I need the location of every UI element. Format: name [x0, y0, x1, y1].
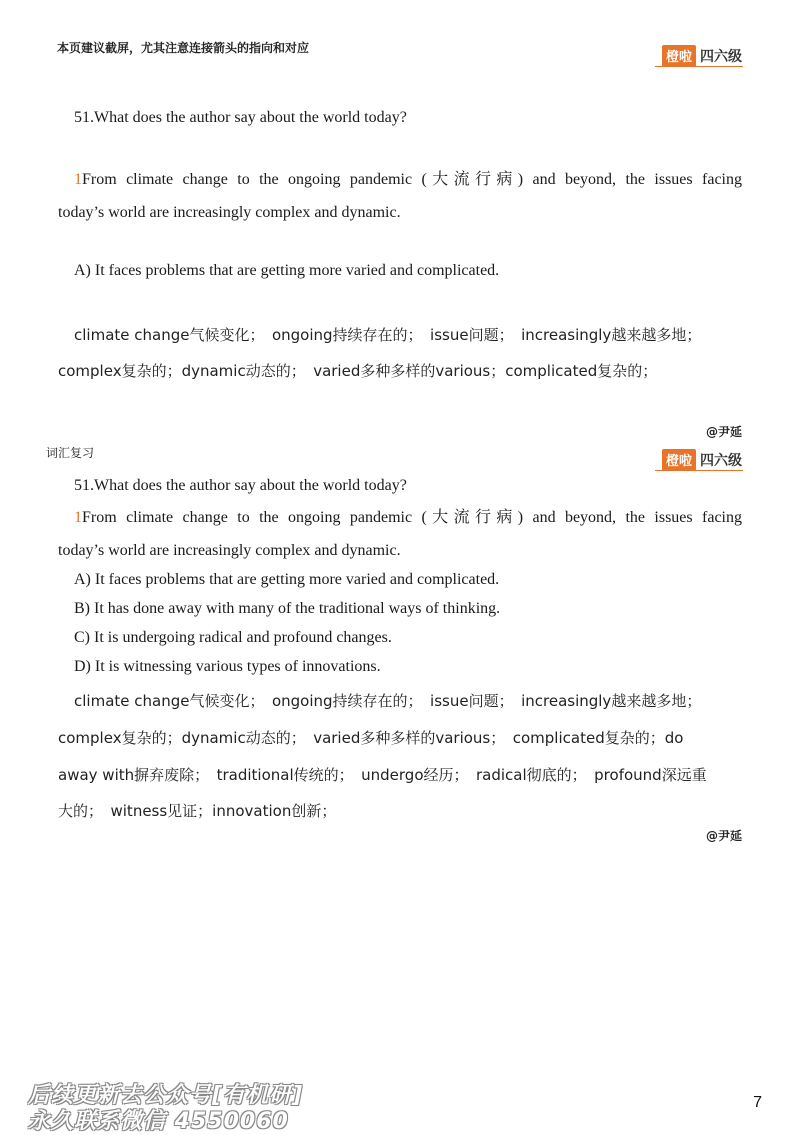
brand-badge: 橙啦: [662, 449, 696, 471]
vocab-line-1: climate change气候变化； ongoing持续存在的； issue问题； increasingly越来越多地；: [74, 326, 702, 344]
option-c: C) It is undergoing radical and profound changes.: [74, 629, 392, 646]
header-note: 本页建议截屏，尤其注意连接箭头的指向和对应: [57, 41, 310, 55]
brand-underline: [655, 66, 743, 67]
passage-line-1: From climate change to the ongoing pandemic (大流行病) and beyond, the issues facing: [82, 171, 742, 188]
option-d: D) It is witnessing various types of innovations.: [74, 658, 381, 675]
author-signature: @尹延: [705, 829, 742, 843]
brand-text: 四六级: [700, 49, 742, 65]
vocab-line-1: climate change气候变化； ongoing持续存在的； issue问题； increasingly越来越多地；: [74, 692, 702, 710]
passage-line-1: From climate change to the ongoing pandemic (大流行病) and beyond, the issues facing: [82, 509, 742, 526]
vocab-line-3: away with摒弃废除； traditional传统的； undergo经历； radical彻底的； profound深远重: [58, 766, 707, 784]
watermark-line-1: 后续更新去公众号[有机研]: [28, 1083, 304, 1108]
vocab-line-4: 大的； witness见证；innovation创新；: [58, 802, 337, 820]
brand-badge: 橙啦: [662, 45, 696, 67]
question-title: 51.What does the author say about the world today?: [74, 109, 407, 126]
brand-underline: [655, 470, 743, 471]
vocab-line-2: complex复杂的；dynamic动态的； varied多种多样的various； complicated复杂的；do: [58, 729, 684, 747]
vocab-line-2: complex复杂的；dynamic动态的； varied多种多样的various；complicated复杂的；: [58, 362, 658, 380]
question-title: 51.What does the author say about the world today?: [74, 477, 407, 494]
passage-line-2: today’s world are increasingly complex and dynamic.: [58, 204, 401, 221]
section-label: 词汇复习: [46, 446, 95, 460]
passage: [58, 501, 742, 567]
passage: [58, 163, 742, 229]
passage-line-2: today’s world are increasingly complex and dynamic.: [58, 542, 401, 559]
option-b: B) It has done away with many of the traditional ways of thinking.: [74, 600, 501, 617]
author-signature: @尹延: [705, 425, 742, 439]
brand-logo: [662, 449, 742, 471]
sentence-marker: 1: [74, 171, 82, 188]
page-number: 7: [753, 1094, 762, 1111]
brand-logo: [662, 45, 742, 67]
option-a: A) It faces problems that are getting more varied and complicated.: [74, 262, 500, 279]
brand-text: 四六级: [700, 453, 742, 469]
option-a: A) It faces problems that are getting more varied and complicated.: [74, 571, 500, 588]
sentence-marker: 1: [74, 509, 82, 526]
watermark-line-2: 永久联系微信 4550060: [28, 1109, 289, 1134]
